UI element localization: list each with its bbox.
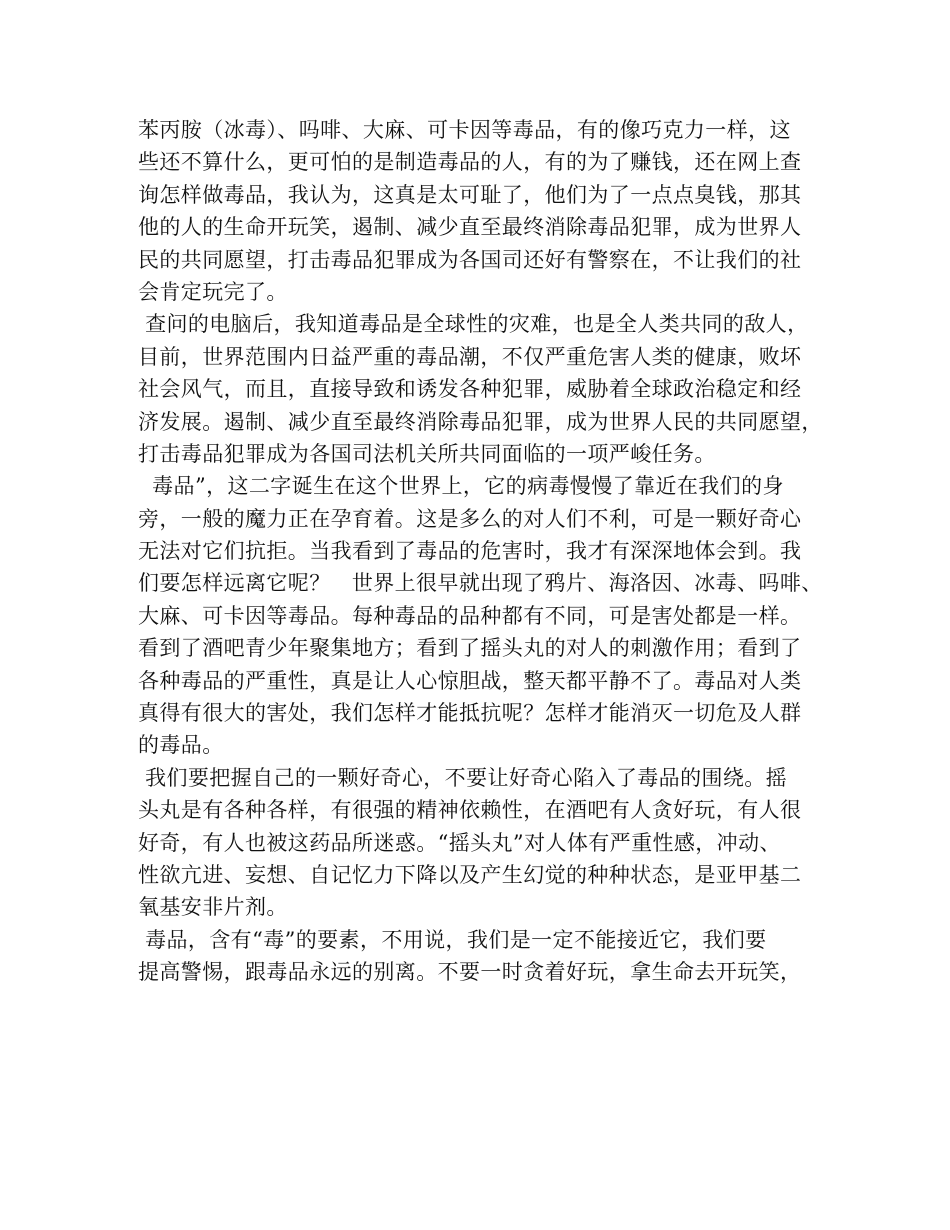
text-line: 大麻、可卡因等毒品。每种毒品的品种都有不同，可是害处都是一样。 [138,603,802,628]
body-text [138,114,838,989]
text-line: 他的人的生命开玩笑，遏制、减少直至最终消除毒品犯罪，成为世界人 [138,215,802,240]
text-line: 真得有很大的害处，我们怎样才能抵抗呢？怎样才能消灭一切危及人群 [138,701,802,726]
text-line: 旁，一般的魔力正在孕育着。这是多么的对人们不利，可是一颗好奇心 [138,506,802,531]
text-line: 看到了酒吧青少年聚集地方；看到了摇头丸的对人的刺激作用；看到了 [138,636,802,661]
text-line: 提高警惕，跟毒品永远的别离。不要一时贪着好玩，拿生命去开玩笑， [138,960,802,985]
text-line: 会肯定玩完了。 [138,279,288,304]
text-line: 目前，世界范围内日益严重的毒品潮，不仅严重危害人类的健康，败坏 [138,344,802,369]
text-line: 们要怎样远离它呢？ 世界上很早就出现了鸦片、海洛因、冰毒、吗啡、 [138,571,823,596]
text-line: 苯丙胺（冰毒）、吗啡、大麻、可卡因等毒品，有的像巧克力一样，这 [138,118,791,142]
text-line: 查问的电脑后，我知道毒品是全球性的灾难，也是全人类共同的敌人， [138,312,809,337]
text-line: 询怎样做毒品，我认为，这真是太可耻了，他们为了一点点臭钱，那其 [138,182,802,207]
text-line: 无法对它们抗拒。当我看到了毒品的危害时，我才有深深地体会到。我 [138,539,802,564]
text-line: 社会风气，而且，直接导致和诱发各种犯罪，威胁着全球政治稳定和经 [138,377,802,402]
text-line: 打击毒品犯罪成为各国司法机关所共同面临的一项严峻任务。 [138,441,716,466]
text-line: 济发展。遏制、减少直至最终消除毒品犯罪，成为世界人民的共同愿望， [138,409,823,434]
text-line: 些还不算什么，更可怕的是制造毒品的人，有的为了赚钱，还在网上查 [138,150,802,175]
text-line: 我们要把握自己的一颗好奇心，不要让好奇心陷入了毒品的围绕。摇 [138,765,788,790]
text-line: 头丸是有各种各样，有很强的精神依赖性，在酒吧有人贪好玩，有人很 [138,798,802,823]
text-line: 的毒品。 [138,733,224,758]
text-line: 各种毒品的严重性，真是让人心惊胆战，整天都平静不了。毒品对人类 [138,668,802,693]
text-line: 性欲亢进、妄想、自记忆力下降以及产生幻觉的种种状态，是亚甲基二 [138,862,802,887]
text-line: 毒品，含有“毒”的要素，不用说，我们是一定不能接近它，我们要 [138,927,767,952]
text-line: 氧基安非片剂。 [138,895,288,920]
text-line: 好奇，有人也被这药品所迷惑。“摇头丸”对人体有严重性感，冲动、 [138,830,781,855]
text-line: 毒品”，这二字诞生在这个世界上，它的病毒慢慢了靠近在我们的身 [138,474,784,499]
text-line: 民的共同愿望，打击毒品犯罪成为各国司还好有警察在，不让我们的社 [138,247,802,272]
